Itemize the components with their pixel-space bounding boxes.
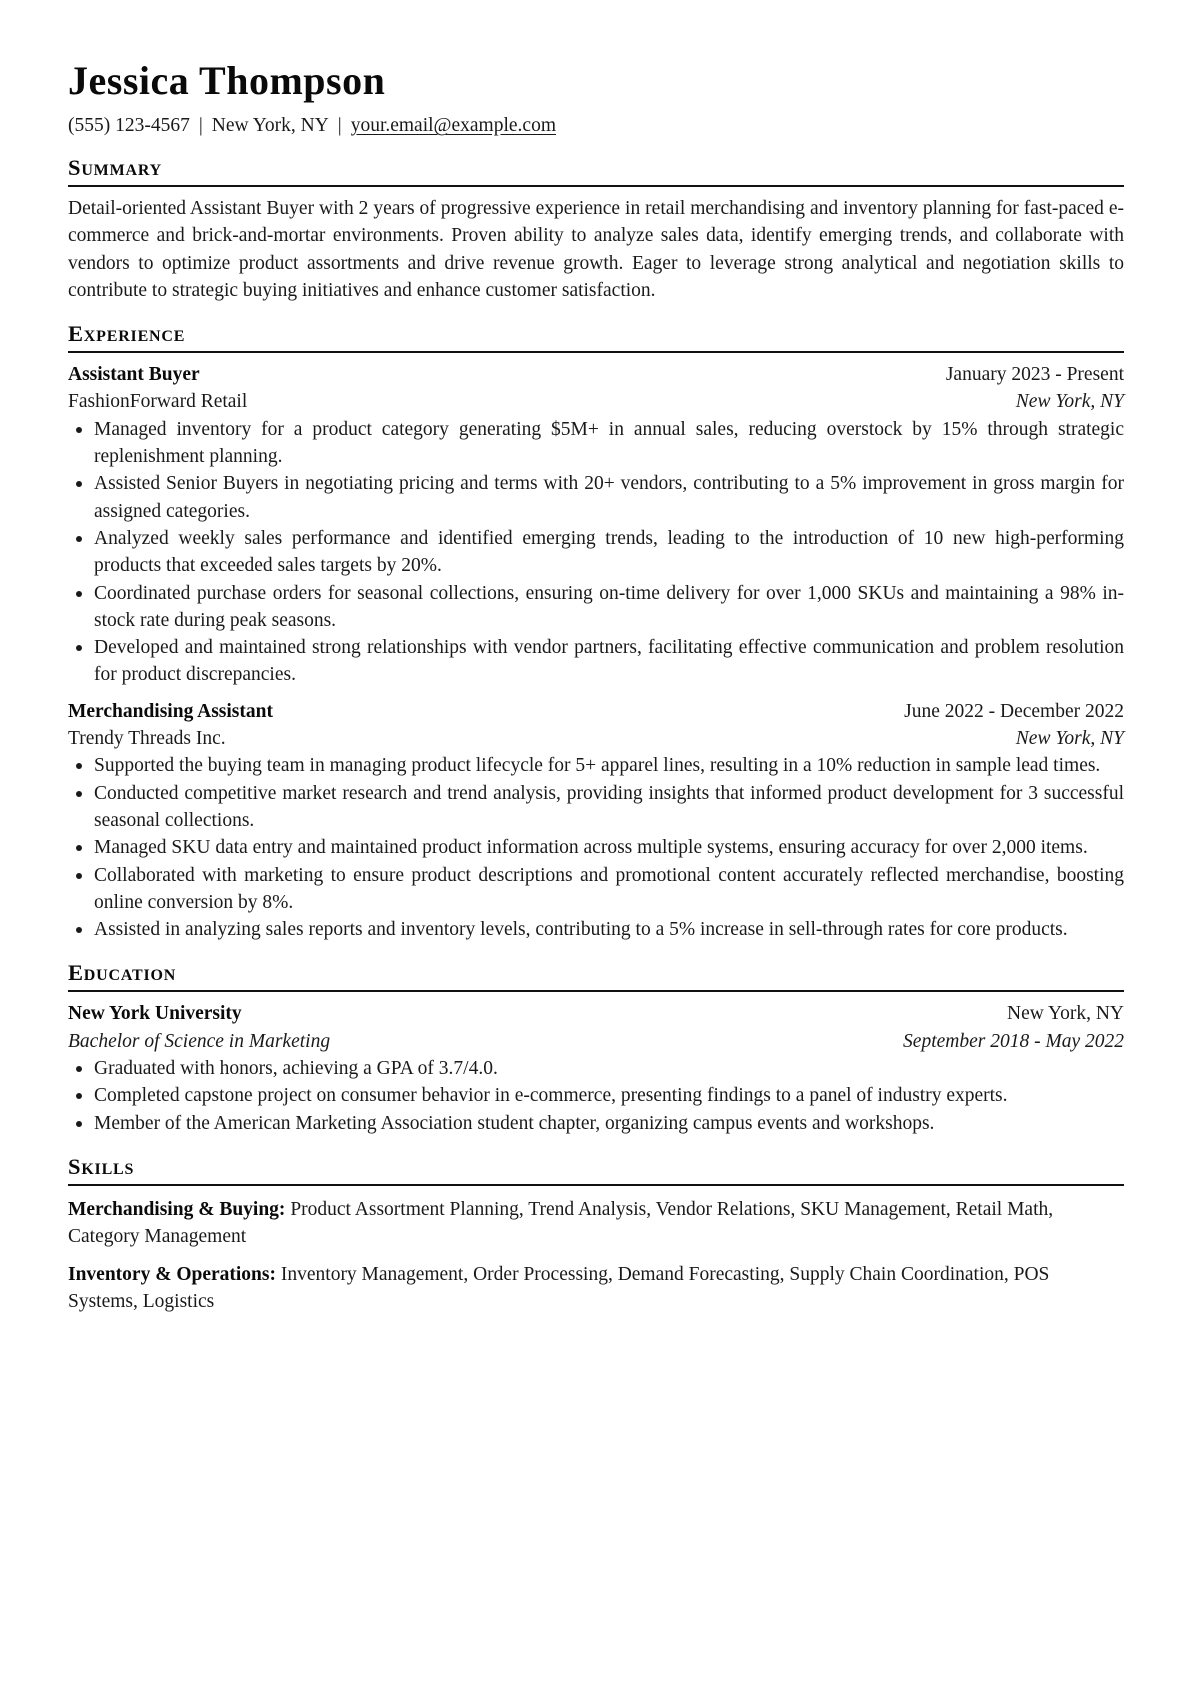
job-dates: June 2022 - December 2022: [904, 700, 1124, 722]
section-title-education: Education: [68, 960, 1124, 992]
bullet-text: Completed capstone project on consumer behavior in e-commerce, presenting findings to a panel of industry experts.: [94, 1085, 1008, 1107]
bullet-text: Supported the buying team in managing product lifecycle for 5+ apparel lines, resulting in a 10% reduction in sample lead times.: [94, 755, 1101, 777]
bullet-icon: [76, 1066, 82, 1072]
bullet-text: Member of the American Marketing Association student chapter, organizing campus events and workshops.: [94, 1112, 935, 1134]
job-location: New York, NY: [1015, 391, 1124, 413]
job-header: [68, 361, 1124, 388]
job-location: New York, NY: [1015, 728, 1124, 750]
skill-group-label: Merchandising & Buying:: [68, 1198, 286, 1220]
list-item: [68, 634, 1124, 689]
job-entry: [68, 361, 1124, 689]
education-entry: [68, 1000, 1124, 1136]
bullet-icon: [76, 645, 82, 651]
skill-group: [68, 1196, 1124, 1251]
contact-line: [68, 114, 1124, 138]
resume-page: [68, 58, 1124, 1315]
list-item: [68, 834, 1124, 861]
job-title: Merchandising Assistant: [68, 700, 273, 722]
bullet-text: Managed SKU data entry and maintained product information across multiple systems, ensuring accuracy for over 2,000 items.: [94, 837, 1088, 859]
skill-group-items: Product Assortment Planning, Trend Analysis, Vendor Relations, SKU Management, Retail Math, Category Management: [68, 1198, 1054, 1248]
skill-group-items: Inventory Management, Order Processing, Demand Forecasting, Supply Chain Coordination, POS Systems, Logistics: [68, 1263, 1050, 1312]
list-item: [68, 780, 1124, 835]
bullet-icon: [76, 1121, 82, 1127]
bullet-icon: [76, 763, 82, 769]
bullet-text: Managed inventory for a product category generating $5M+ in annual sales, reducing overstock by 15% through strategic replenishment planning.: [94, 418, 1124, 468]
school-location: New York, NY: [1006, 1003, 1124, 1025]
summary-text: Detail-oriented Assistant Buyer with 2 years of progressive experience in retail merchandising and inventory planning for fast-paced e-commerce and brick-and-mortar environments. Proven ability to analyze sales data, identify emerging trends, and collaborate with vendors to optimize product assortments and drive revenue growth. Eager to leverage strong analytical and negotiation skills to contribute to strategic buying initiatives and enhance customer satisfaction.: [68, 198, 1124, 301]
list-item: [68, 1055, 1124, 1082]
email-link[interactable]: your.email@example.com: [350, 115, 556, 136]
education-header: [68, 1000, 1124, 1027]
bullet-icon: [76, 1093, 82, 1099]
education-section: [68, 960, 1124, 1136]
bullet-text: Analyzed weekly sales performance and identified emerging trends, leading to the introduction of 10 new high-performing products that exceeded sales targets by 20%.: [94, 527, 1124, 577]
bullet-text: Developed and maintained strong relationships with vendor partners, facilitating effective communication and problem resolution for product discrepancies.: [94, 637, 1124, 686]
list-item: [68, 580, 1124, 635]
separator: |: [198, 115, 203, 136]
bullet-icon: [76, 927, 82, 933]
education-dates: September 2018 - May 2022: [903, 1030, 1124, 1052]
section-title-experience: Experience: [68, 321, 1124, 353]
education-subheader: [68, 1028, 1124, 1055]
separator: |: [337, 115, 342, 136]
list-item: [68, 525, 1124, 580]
bullet-icon: [76, 791, 82, 797]
job-entry: [68, 698, 1124, 944]
bullet-text: Coordinated purchase orders for seasonal collections, ensuring on-time delivery for over 1,000 SKUs and maintaining a 98% in-stock rate during peak seasons.: [94, 582, 1124, 631]
list-item: [68, 416, 1124, 471]
section-title-summary: Summary: [68, 155, 1124, 187]
skill-group: [68, 1261, 1124, 1316]
bullet-text: Graduated with honors, achieving a GPA of 3.7/4.0.: [94, 1058, 498, 1080]
bullet-text: Conducted competitive market research and trend analysis, providing insights that informed product development for 3 successful seasonal collections.: [94, 782, 1124, 831]
list-item: [68, 1110, 1124, 1137]
bullet-text: Assisted Senior Buyers in negotiating pricing and terms with 20+ vendors, contributing to a 5% improvement in gross margin for assigned categories.: [94, 473, 1124, 522]
list-item: [68, 752, 1124, 779]
list-item: [68, 862, 1124, 917]
bullet-icon: [76, 591, 82, 597]
phone-number: (555) 123-4567: [68, 115, 190, 136]
job-subheader: [68, 388, 1124, 415]
company-name: FashionForward Retail: [68, 391, 248, 413]
job-bullets: [68, 416, 1124, 689]
education-bullets: [68, 1055, 1124, 1137]
job-dates: January 2023 - Present: [945, 364, 1124, 386]
bullet-icon: [76, 536, 82, 542]
job-bullets: [68, 752, 1124, 943]
candidate-name: Jessica Thompson: [68, 58, 386, 103]
bullet-text: Collaborated with marketing to ensure product descriptions and promotional content accurately reflected merchandise, boosting online conversion by 8%.: [94, 864, 1124, 913]
bullet-icon: [76, 845, 82, 851]
bullet-icon: [76, 481, 82, 487]
bullet-icon: [76, 873, 82, 879]
school-name: New York University: [68, 1003, 242, 1025]
degree: Bachelor of Science in Marketing: [68, 1030, 331, 1052]
job-subheader: [68, 725, 1124, 752]
bullet-icon: [76, 427, 82, 433]
list-item: [68, 470, 1124, 525]
summary-section: [68, 155, 1124, 304]
list-item: [68, 1082, 1124, 1109]
list-item: [68, 916, 1124, 943]
location: New York, NY: [211, 115, 329, 136]
experience-section: [68, 321, 1124, 943]
bullet-text: Assisted in analyzing sales reports and inventory levels, contributing to a 5% increase in sell-through rates for core products.: [94, 919, 1068, 941]
company-name: Trendy Threads Inc.: [68, 728, 226, 750]
skill-group-label: Inventory & Operations:: [68, 1263, 276, 1285]
job-title: Assistant Buyer: [68, 364, 200, 386]
job-header: [68, 698, 1124, 725]
skills-section: [68, 1154, 1124, 1315]
section-title-skills: Skills: [68, 1154, 1124, 1186]
